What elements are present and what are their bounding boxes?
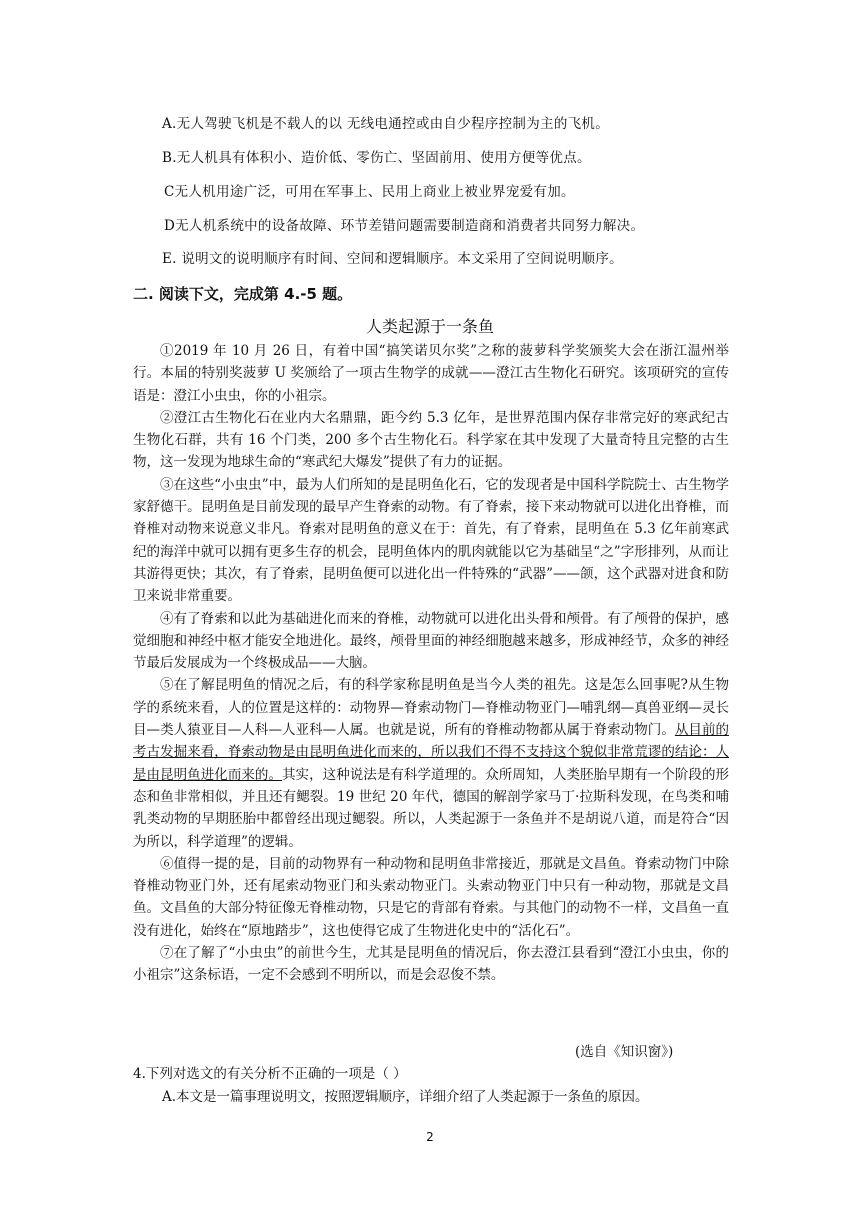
underlined-sentence: 从目前的考古发掘来看，脊索动物是由昆明鱼进化而来的，所以我们不得不支持这个貌似非常荒谬的结论：人是由昆明鱼进化而来的。 xyxy=(133,722,729,783)
option-b-prev: B.无人机具有体积小、造价低、零伤亡、坚固前用、使用方便等优点。 xyxy=(162,150,591,166)
article-body xyxy=(133,340,729,987)
paragraph-1: ①2019 年 10 月 26 日，有着中国“搞笑诺贝尔奖”之称的菠萝科学奖颁奖大会在浙江温州举行。本届的特别奖菠萝 U 奖颁给了一项古生物学的成就——澄江古生物化石研究。该项研究的宣传语是：澄江小虫虫，你的小祖宗。 xyxy=(133,343,729,404)
question-4-option-a: A.本文是一篇事理说明文，按照逻辑顺序，详细介绍了人类起源于一条鱼的原因。 xyxy=(162,1089,649,1105)
paragraph-2: ②澄江古生物化石在业内大名鼎鼎，距今约 5.3 亿年，是世界范围内保存非常完好的寒武纪古生物化石群，共有 16 个门类，200 多个古生物化石。科学家在其中发现了大量奇特且完整的古生物，这一发现为地球生命的“寒武纪大爆发”提供了有力的证据。 xyxy=(133,409,729,471)
option-c-prev: C无人机用途广泛，可用在军事上、民用上商业上被业界宠爱有加。 xyxy=(164,184,575,200)
paragraph-5-after: 其实，这种说法是有科学道理的。众所周知，人类胚胎早期有一个阶段的形态和鱼非常相似，并且还有鳃裂。19 世纪 20 年代，德国的解剖学家马丁·拉斯科发现，在鸟类和哺乳类动物的早期胚胎中都曾经出现过鳃裂。所以，人类起源于一条鱼并不是胡说八道，而是符合“因为所以，科学道理”的逻辑。 xyxy=(133,766,730,850)
article-title: 人类起源于一条鱼 xyxy=(365,317,494,336)
paragraph-7: ⑦在了解了“小虫虫”的前世今生，尤其是昆明鱼的情况后，你去澄江县看到“澄江小虫虫，你的小祖宗”这条标语，一定不会感到不明所以，而是会忍俊不禁。 xyxy=(133,945,729,984)
paragraph-4: ④有了脊索和以此为基础进化而来的脊椎，动物就可以进化出头骨和颅骨。有了颅骨的保护，感觉细胞和神经中枢才能安全地进化。最终，颅骨里面的神经细胞越来越多，形成神经节，众多的神经节最后发展成为一个终极成品——大脑。 xyxy=(133,610,729,672)
paragraph-3: ③在这些“小虫虫”中，最为人们所知的是昆明鱼化石，它的发现者是中国科学院院士、古生物学家舒德干。昆明鱼是目前发现的最早产生脊索的动物。有了脊索，接下来动物就可以进化出脊椎，而脊椎对动物来说意义非凡。脊索对昆明鱼的意义在于：首先，有了脊索，昆明鱼在 5.3 亿年前寒武纪的海洋中就可以拥有更多生存的机会，昆明鱼体内的肌肉就能以它为基础呈“之”字形排列，从而让其游得更快；其次，有了脊索，昆明鱼便可以进化出一件特殊的“武器”——颌，这个武器对进食和防卫来说非常重要。 xyxy=(133,476,729,605)
section-heading: 二. 阅读下文，完成第 4.-5 题。 xyxy=(133,285,353,303)
paragraph-5 xyxy=(133,674,729,852)
paragraph-6: ⑥值得一提的是，目前的动物界有一种动物和昆明鱼非常接近，那就是文昌鱼。脊索动物门中除脊椎动物亚门外，还有尾索动物亚门和头索动物亚门。头索动物亚门中只有一种动物，那就是文昌鱼。文昌鱼的大部分特征像无脊椎动物，只是它的背部有脊索。与其他门的动物不一样，文昌鱼一直没有进化，始终在“原地踏步”，这也使得它成了生物进化史中的“活化石”。 xyxy=(133,855,729,939)
article-source: (选自《知识窗》) xyxy=(575,1044,674,1060)
question-4: 4.下列对选文的有关分析不正确的一项是（ ） xyxy=(133,1066,407,1082)
option-d-prev: D无人机系统中的设备故障、环节差错问题需要制造商和消费者共同努力解决。 xyxy=(164,218,645,234)
option-a-prev: A.无人驾驶飞机是不载人的以 无线电通控或由自少程序控制为主的飞机。 xyxy=(162,116,610,132)
paragraph-5-before: ⑤在了解昆明鱼的情况之后，有的科学家称昆明鱼是当今人类的祖先。这是怎么回事呢?从生物学的系统来看，人的位置是这样的：动物界—脊索动物门—脊椎动物亚门—哺乳纲—真兽亚纲—灵长目—类人猿亚目—人科—人亚科—人属。也就是说，所有的脊椎动物都从属于脊索动物门。 xyxy=(133,677,729,739)
option-e-prev: E. 说明文的说明顺序有时间、空间和逻辑顺序。本文采用了空间说明顺序。 xyxy=(162,251,623,267)
page-number: 2 xyxy=(426,1130,434,1144)
